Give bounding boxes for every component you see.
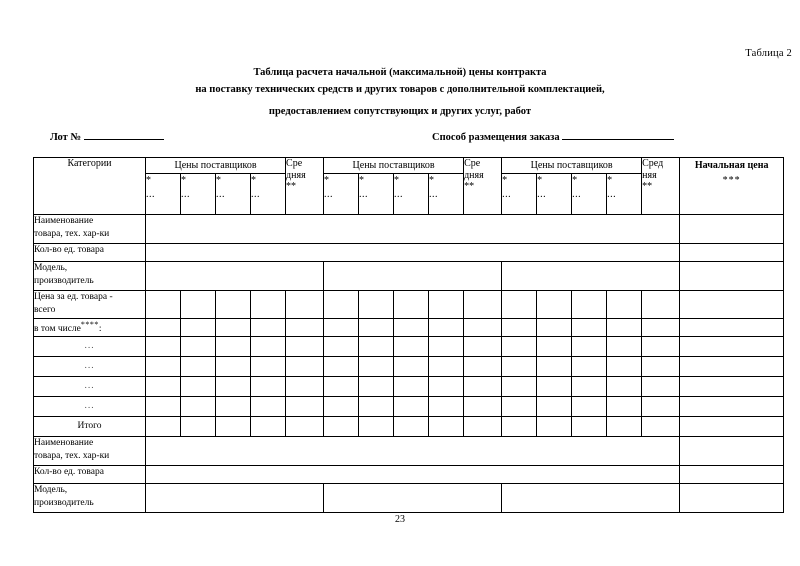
cell[interactable]	[181, 337, 216, 357]
average-g3-line2: няя	[642, 169, 657, 181]
cell[interactable]	[286, 319, 324, 337]
header-supplier-3-2	[537, 174, 572, 215]
header-average-group-1	[286, 158, 324, 215]
cell-initial[interactable]	[680, 357, 784, 377]
row-label-item-name-2	[34, 437, 146, 466]
dots-2-4: ...	[429, 189, 439, 200]
cell[interactable]	[216, 319, 251, 337]
cell[interactable]	[181, 397, 216, 417]
order-method-field	[432, 132, 674, 143]
dots-1-1: ...	[146, 189, 155, 200]
cell[interactable]	[502, 397, 537, 417]
cell[interactable]	[286, 417, 324, 437]
cell[interactable]	[394, 397, 429, 417]
cell[interactable]	[502, 377, 537, 397]
order-method-input-blank[interactable]	[562, 139, 674, 140]
cell[interactable]	[181, 319, 216, 337]
row-label-including	[34, 319, 146, 337]
cell-initial[interactable]	[680, 337, 784, 357]
cell[interactable]	[502, 337, 537, 357]
initial-price-stars: ***	[722, 175, 741, 186]
label-line-1: Кол-во ед. товара	[34, 245, 104, 255]
average-g3-line3: **	[642, 181, 653, 192]
cell[interactable]	[146, 319, 181, 337]
cell[interactable]	[642, 417, 680, 437]
row-label-model-2	[34, 484, 146, 513]
row-label-quantity-2	[34, 466, 146, 484]
cell-model-1-group-2[interactable]	[324, 262, 502, 291]
header-supplier-1-2	[181, 174, 216, 215]
title-line-1: Таблица расчета начальной (максимальной) цены контракта	[253, 67, 547, 78]
cell[interactable]	[537, 417, 572, 437]
cell[interactable]	[394, 417, 429, 437]
cell[interactable]	[359, 319, 394, 337]
cell[interactable]	[324, 417, 359, 437]
cell[interactable]	[572, 377, 607, 397]
cell-model-1-group-1[interactable]	[146, 262, 324, 291]
cell[interactable]	[394, 377, 429, 397]
star-1-2: *	[181, 175, 186, 186]
cell[interactable]	[324, 377, 359, 397]
star-3-3: *	[572, 175, 578, 186]
table-row	[34, 417, 784, 437]
cell-item-name-2-merged[interactable]	[146, 437, 680, 466]
title-line-3: предоставлением сопутствующих и других услуг, работ	[268, 106, 532, 117]
cell-initial[interactable]	[680, 291, 784, 319]
cell[interactable]	[324, 291, 359, 319]
cell-model-2-initial[interactable]	[680, 484, 784, 513]
cell[interactable]	[537, 357, 572, 377]
dots-2-1: ...	[324, 189, 334, 200]
cell[interactable]	[286, 337, 324, 357]
row-label-ellipsis-1: ...	[34, 337, 146, 357]
label-superscript: ****	[80, 320, 99, 329]
label-line-2: товара, тех. хар-ки	[34, 450, 110, 461]
label-line-1: Модель,	[34, 485, 68, 495]
cell[interactable]	[251, 291, 286, 319]
cell[interactable]	[216, 291, 251, 319]
cell[interactable]	[181, 417, 216, 437]
table-row	[34, 466, 784, 484]
header-average-group-2	[464, 158, 502, 215]
star-2-1: *	[324, 175, 330, 186]
dots-3-3: ...	[572, 189, 582, 200]
cell[interactable]	[429, 377, 464, 397]
cell-item-name-1-merged[interactable]	[146, 215, 680, 244]
cell[interactable]	[216, 397, 251, 417]
average-g3-line1: Сред	[642, 158, 664, 169]
cell[interactable]	[502, 357, 537, 377]
cell[interactable]	[146, 377, 181, 397]
order-method-label: Способ размещения заказа	[432, 132, 563, 143]
cell[interactable]	[537, 377, 572, 397]
cell[interactable]	[537, 337, 572, 357]
cell[interactable]	[642, 337, 680, 357]
row-label-model-1	[34, 262, 146, 291]
cell[interactable]	[251, 377, 286, 397]
cell[interactable]	[642, 357, 680, 377]
average-g1-line3: **	[286, 181, 297, 192]
row-label-total: Итого	[34, 417, 146, 437]
label-line-1: Модель,	[34, 263, 68, 273]
star-2-3: *	[394, 175, 400, 186]
dots-3-2: ...	[537, 189, 547, 200]
label-line-1: Наименование	[34, 216, 94, 226]
document-title	[0, 64, 800, 120]
table-row	[34, 291, 784, 319]
cell[interactable]	[216, 337, 251, 357]
table-row	[34, 262, 784, 291]
cell[interactable]	[572, 291, 607, 319]
cell[interactable]	[251, 319, 286, 337]
row-label-ellipsis-4: ...	[34, 397, 146, 417]
average-g2-line3: **	[464, 181, 475, 192]
cell[interactable]	[216, 417, 251, 437]
header-supplier-2-4	[429, 174, 464, 215]
cell-quantity-1-initial[interactable]	[680, 244, 784, 262]
cell-model-1-group-3[interactable]	[502, 262, 680, 291]
cell[interactable]	[359, 397, 394, 417]
label-line-1: Цена за ед. товара -	[34, 292, 113, 302]
table-row	[34, 244, 784, 262]
title-line-2: на поставку технических средств и других товаров с дополнительной комплектацией,	[195, 84, 605, 95]
cell[interactable]	[216, 377, 251, 397]
header-average-group-3	[642, 158, 680, 215]
header-supplier-prices-group-2: Цены поставщиков	[324, 158, 464, 174]
header-supplier-3-1	[502, 174, 537, 215]
cell[interactable]	[502, 291, 537, 319]
cell[interactable]	[429, 357, 464, 377]
cell[interactable]	[251, 357, 286, 377]
cell[interactable]	[642, 291, 680, 319]
table-row	[34, 484, 784, 513]
dots-3-4: ...	[607, 189, 617, 200]
cell[interactable]	[146, 417, 181, 437]
cell[interactable]	[642, 397, 680, 417]
cell[interactable]	[181, 377, 216, 397]
cell[interactable]	[607, 397, 642, 417]
cell-item-name-1-initial[interactable]	[680, 215, 784, 244]
table-row	[34, 319, 784, 337]
cell[interactable]	[181, 357, 216, 377]
cell[interactable]	[359, 357, 394, 377]
dots-1-2: ...	[181, 189, 190, 200]
dots-3-1: ...	[502, 189, 512, 200]
lot-label: Лот №	[50, 132, 84, 143]
label-line-2: производитель	[34, 497, 94, 508]
cell-initial[interactable]	[680, 377, 784, 397]
label-line-1: Кол-во ед. товара	[34, 467, 104, 477]
cell[interactable]	[502, 319, 537, 337]
cell[interactable]	[464, 337, 502, 357]
cell-quantity-1-merged[interactable]	[146, 244, 680, 262]
cell[interactable]	[146, 397, 181, 417]
row-label-ellipsis-3: ...	[34, 377, 146, 397]
initial-price-label: Начальная цена	[694, 160, 769, 171]
cell[interactable]	[181, 291, 216, 319]
label-line-2: производитель	[34, 275, 94, 286]
cell-initial[interactable]	[680, 397, 784, 417]
header-supplier-prices-group-1: Цены поставщиков	[146, 158, 286, 174]
cell[interactable]	[146, 357, 181, 377]
cell[interactable]	[324, 357, 359, 377]
label-line-1: Наименование	[34, 438, 94, 448]
cell-quantity-2-initial[interactable]	[680, 466, 784, 484]
cell-quantity-2-merged[interactable]	[146, 466, 680, 484]
star-3-1: *	[502, 175, 508, 186]
header-supplier-2-2	[359, 174, 394, 215]
header-categories: Категории	[34, 158, 146, 215]
average-g2-line2: дняя	[464, 169, 484, 181]
table-row	[34, 337, 784, 357]
cell[interactable]	[429, 337, 464, 357]
cell[interactable]	[286, 357, 324, 377]
dots-2-3: ...	[394, 189, 404, 200]
table-row	[34, 215, 784, 244]
cell[interactable]	[572, 357, 607, 377]
cell-model-2-group-1[interactable]	[146, 484, 324, 513]
cell[interactable]	[286, 377, 324, 397]
row-label-quantity-1	[34, 244, 146, 262]
star-2-2: *	[359, 175, 365, 186]
cell[interactable]	[607, 377, 642, 397]
cell-model-2-group-2[interactable]	[324, 484, 502, 513]
cell[interactable]	[324, 397, 359, 417]
cell[interactable]	[607, 319, 642, 337]
cell-initial[interactable]	[680, 319, 784, 337]
header-supplier-prices-group-3: Цены поставщиков	[502, 158, 642, 174]
cell[interactable]	[464, 319, 502, 337]
header-supplier-2-1	[324, 174, 359, 215]
cell[interactable]	[537, 291, 572, 319]
table-row	[34, 377, 784, 397]
cell[interactable]	[642, 377, 680, 397]
cell[interactable]	[607, 291, 642, 319]
star-1-3: *	[216, 175, 221, 186]
cell[interactable]	[324, 337, 359, 357]
label-line-2: :	[98, 324, 102, 335]
dots-2-2: ...	[359, 189, 369, 200]
table-number-label: Таблица 2	[745, 48, 792, 59]
cell[interactable]	[537, 397, 572, 417]
label-line-2: товара, тех. хар-ки	[34, 228, 110, 239]
cell[interactable]	[359, 377, 394, 397]
cell[interactable]	[286, 291, 324, 319]
cell[interactable]	[429, 319, 464, 337]
cell[interactable]	[642, 319, 680, 337]
cell-model-2-group-3[interactable]	[502, 484, 680, 513]
star-1-4: *	[251, 175, 256, 186]
lot-field	[50, 132, 164, 143]
cell[interactable]	[359, 291, 394, 319]
header-supplier-3-3	[572, 174, 607, 215]
cell[interactable]	[572, 417, 607, 437]
cell[interactable]	[251, 417, 286, 437]
header-row-1	[34, 158, 784, 174]
cell[interactable]	[394, 337, 429, 357]
dots-1-4: ...	[251, 189, 260, 200]
cell[interactable]	[359, 417, 394, 437]
cell[interactable]	[464, 357, 502, 377]
cell[interactable]	[251, 397, 286, 417]
cell[interactable]	[429, 417, 464, 437]
page-number: 23	[395, 514, 405, 525]
cell[interactable]	[251, 337, 286, 357]
average-g1-line2: дняя	[286, 169, 306, 181]
star-2-4: *	[429, 175, 435, 186]
cell[interactable]	[359, 337, 394, 357]
lot-input-blank[interactable]	[84, 139, 164, 140]
header-supplier-3-4	[607, 174, 642, 215]
table-row	[34, 397, 784, 417]
cell[interactable]	[537, 319, 572, 337]
star-1-1: *	[146, 175, 151, 186]
dots-1-3: ...	[216, 189, 225, 200]
star-3-4: *	[607, 175, 613, 186]
label-line-1: в том числе	[34, 324, 81, 335]
average-g2-line1: Сре	[464, 158, 481, 169]
header-initial-price	[680, 158, 784, 215]
cell[interactable]	[572, 337, 607, 357]
cell[interactable]	[429, 397, 464, 417]
cell[interactable]	[429, 291, 464, 319]
cell-initial[interactable]	[680, 417, 784, 437]
cell[interactable]	[464, 397, 502, 417]
cell[interactable]	[146, 337, 181, 357]
cell-model-1-initial[interactable]	[680, 262, 784, 291]
cell[interactable]	[146, 291, 181, 319]
cell-item-name-2-initial[interactable]	[680, 437, 784, 466]
cell[interactable]	[216, 357, 251, 377]
average-g1-line1: Сре	[286, 158, 303, 169]
table-row	[34, 437, 784, 466]
cell[interactable]	[607, 337, 642, 357]
cell[interactable]	[324, 319, 359, 337]
header-supplier-1-1	[146, 174, 181, 215]
header-supplier-2-3	[394, 174, 429, 215]
table-row	[34, 357, 784, 377]
cell[interactable]	[607, 357, 642, 377]
label-line-2: всего	[34, 304, 56, 315]
cell[interactable]	[464, 377, 502, 397]
cell[interactable]	[572, 319, 607, 337]
price-calculation-table	[33, 157, 784, 513]
header-supplier-1-3	[216, 174, 251, 215]
row-label-unit-price	[34, 291, 146, 319]
star-3-2: *	[537, 175, 543, 186]
cell[interactable]	[464, 291, 502, 319]
cell[interactable]	[464, 417, 502, 437]
cell[interactable]	[394, 291, 429, 319]
cell[interactable]	[572, 397, 607, 417]
row-label-item-name-1	[34, 215, 146, 244]
meta-row	[0, 132, 800, 150]
header-supplier-1-4	[251, 174, 286, 215]
cell[interactable]	[394, 357, 429, 377]
cell[interactable]	[607, 417, 642, 437]
row-label-ellipsis-2: ...	[34, 357, 146, 377]
cell[interactable]	[286, 397, 324, 417]
cell[interactable]	[394, 319, 429, 337]
table-body	[34, 158, 784, 513]
cell[interactable]	[502, 417, 537, 437]
